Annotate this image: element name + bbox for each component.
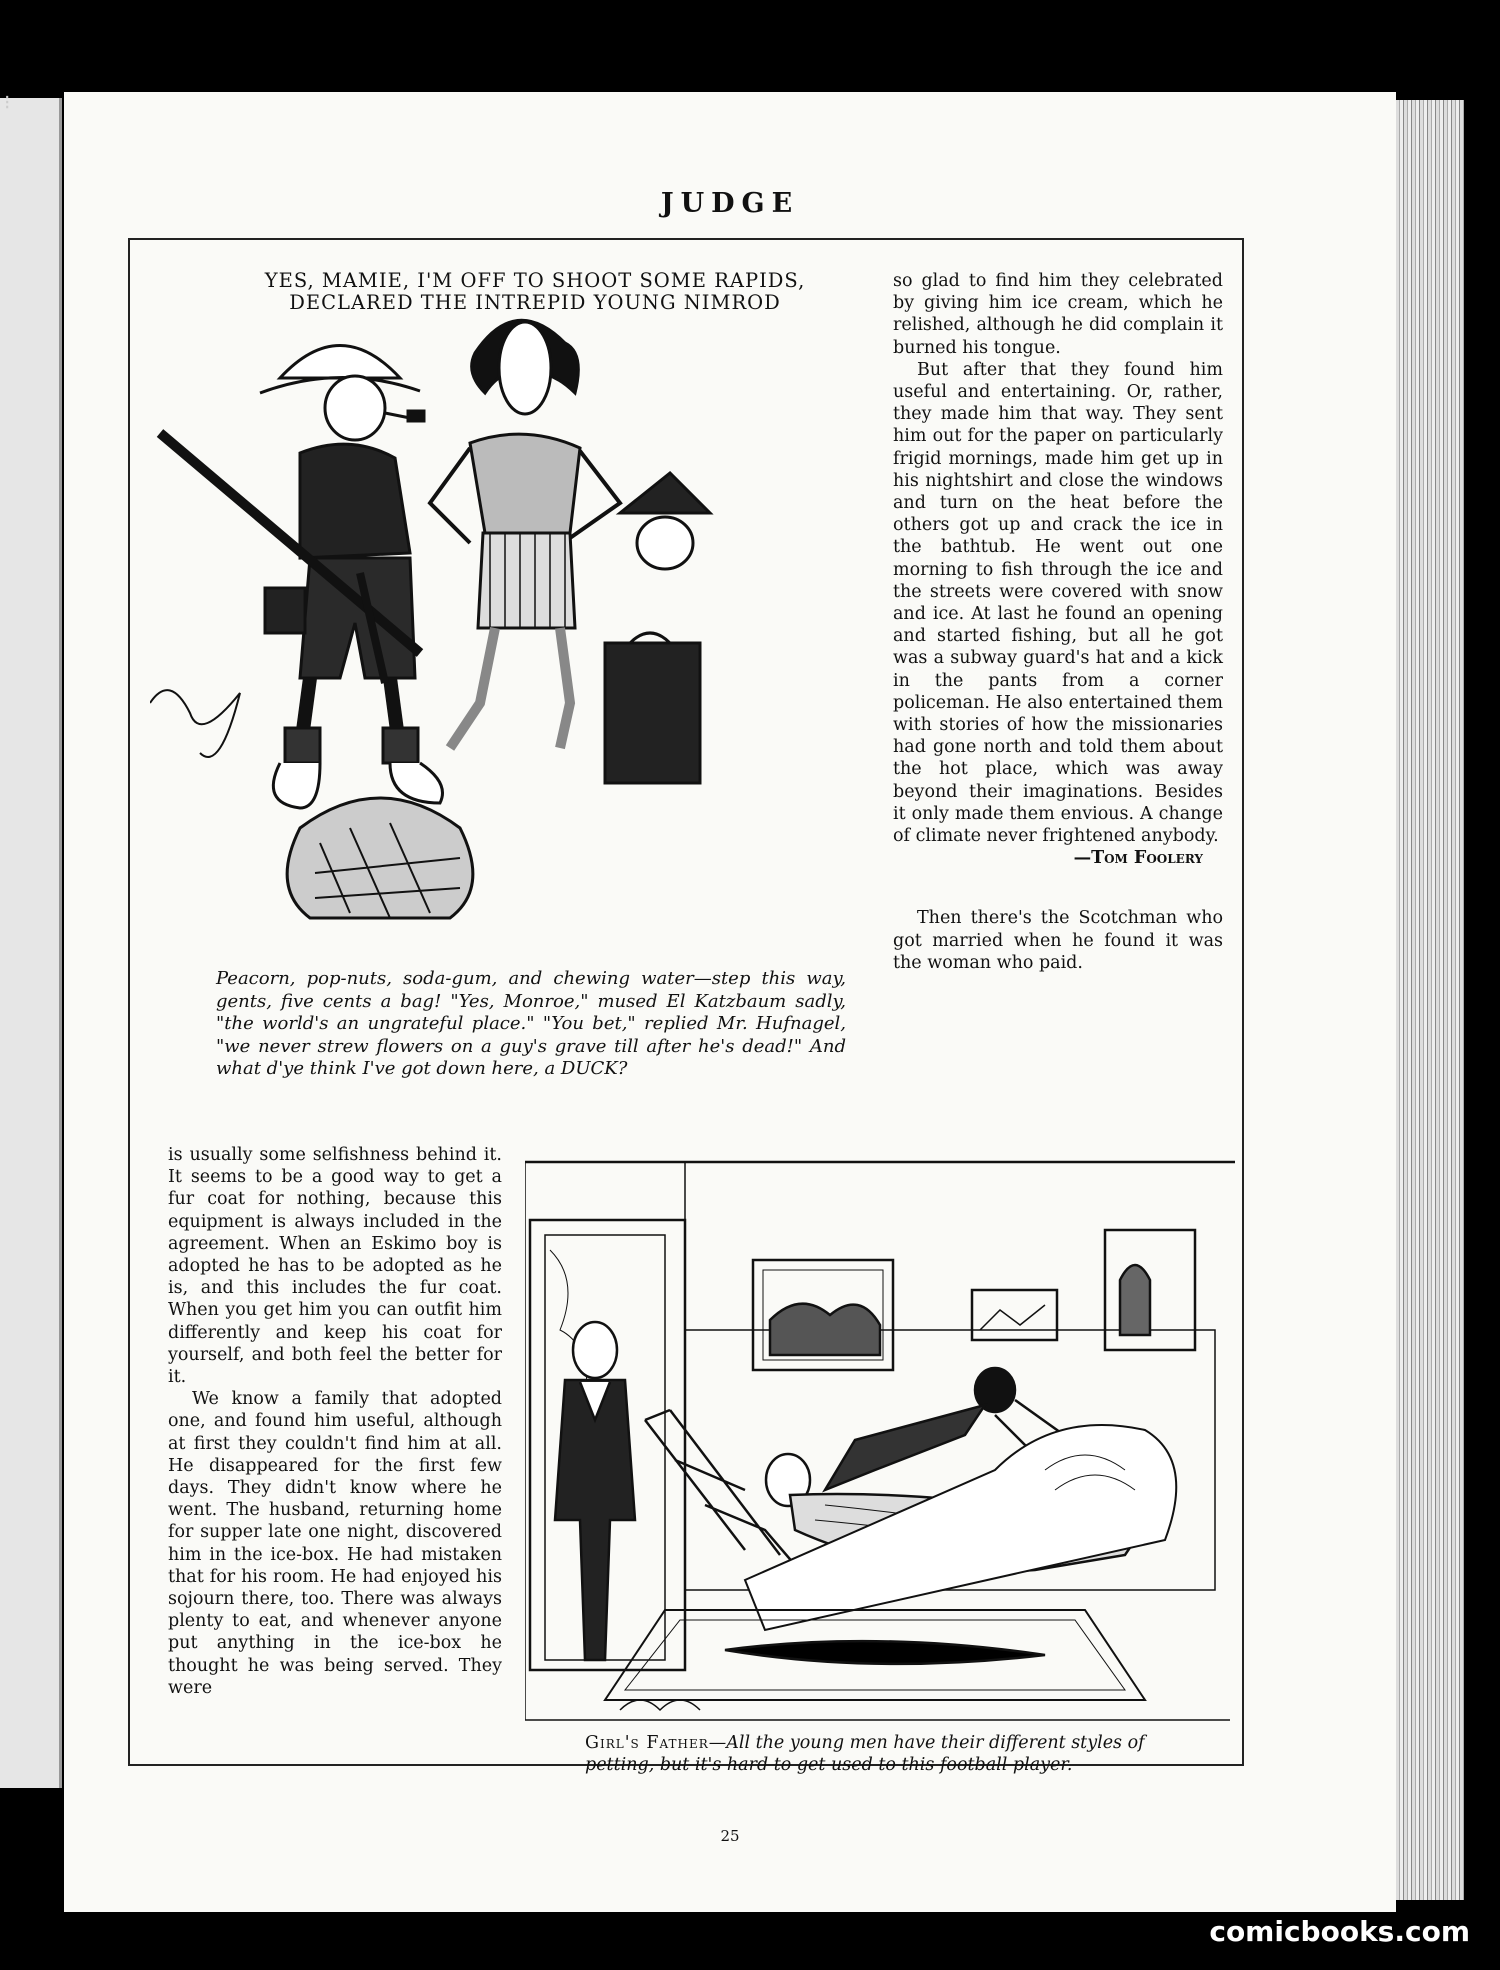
caption-speaker: Girl's Father xyxy=(585,1733,709,1753)
duffel-bag xyxy=(287,798,473,918)
caption-text: —All the young men have their different styles of petting, but it's hard to get used to this football player. xyxy=(585,1733,1145,1775)
headline-line-1: YES, MAMIE, I'M OFF TO SHOOT SOME RAPIDS, xyxy=(264,269,806,292)
paragraph: is usually some selfishness behind it. It seems to be a good way to get a fur coat for nothing, because this equipment is always included in the agreement. When an Eskimo boy is adopted he has to be adopted as he is, and this includes the fur coat. When you get him you can outfit him differently and keep his coat for yourself, and both feel the better for it. xyxy=(168,1145,502,1388)
paragraph: But after that they found him useful and entertaining. Or, rather, they made him that way. They sent him out for the paper on particularly frigid mornings, made him get up in his nightshirt and close the windows and turn on the heat before the others got up and crack the ice in the bathtub. He went out one morning to fish through the ice and the streets were covered with snow and ice. At last he found an opening and started fishing, but all he got was a subway guard's hat and a kick in the pants from a corner policeman. He also entertained them with stories of how the missionaries had gone north and told them about the hot place, which was away beyond their imaginations. Besides it only made them envious. A change of climate never frightened anybody. xyxy=(893,359,1223,847)
girl-dress xyxy=(825,1405,985,1490)
football-player-cartoon-illustration xyxy=(525,1160,1235,1725)
headline-line-2: DECLARED THE INTREPID YOUNG NIMROD xyxy=(289,291,781,314)
right-column-text xyxy=(893,270,1223,974)
father-head xyxy=(573,1322,617,1378)
paragraph: We know a family that adopted one, and found him useful, although at first they couldn't find him at all. He disappeared for the first few days. They didn't know where he went. The husband, returning home for supper late one night, discovered him in the ice-box. He had mistaken that for his room. He had enjoyed his sojourn there, too. There was always plenty to eat, and whenever anyone put anything in the ice-box he thought he was being served. They were xyxy=(168,1389,502,1698)
artist-signature xyxy=(620,1700,700,1710)
paragraph: so glad to find him they celebrated by giving him ice cream, which he relished, although he did complain it burned his tongue. xyxy=(893,271,1223,358)
wall-picture-2 xyxy=(972,1290,1057,1340)
suitcase xyxy=(605,643,700,783)
artist-signature xyxy=(150,690,240,757)
top-cartoon-caption: Peacorn, pop-nuts, soda-gum, and chewing water—step this way, gents, five cents a bag! "Yes, Monroe," mused El Katzbaum sadly, "the world's an ungrateful place." "You bet," replied Mr. Hufnagel, "we never strew flowers on a guy's grave till after he's dead!" And what d'ye think I've got down here, a DUCK? xyxy=(216,968,846,1079)
left-column-text xyxy=(168,1144,502,1699)
page-edge-mark: ⁝ xyxy=(4,90,11,114)
page-stack-edge xyxy=(1396,100,1464,1900)
lamp-base xyxy=(637,517,693,569)
page-number: 25 xyxy=(720,1827,740,1845)
nimrod-cartoon-illustration xyxy=(150,283,865,963)
scotchman-joke: Then there's the Scotchman who got married when he found it was the woman who paid. xyxy=(893,908,1223,973)
hunter-face xyxy=(325,376,385,440)
source-watermark: comicbooks.com xyxy=(1209,1915,1470,1948)
woman-face xyxy=(499,322,551,414)
hunter-shirt xyxy=(300,444,410,558)
pith-helmet xyxy=(280,346,400,379)
running-head: JUDGE xyxy=(660,188,800,219)
bottom-cartoon-caption xyxy=(585,1732,1215,1776)
author-signature: —Tom Foolery xyxy=(1073,848,1203,869)
left-page-spine xyxy=(0,98,62,1788)
lamp-shade xyxy=(620,473,710,513)
woman-blouse xyxy=(470,434,580,533)
woman-skirt xyxy=(478,533,575,628)
floor-shadow xyxy=(725,1641,1045,1664)
